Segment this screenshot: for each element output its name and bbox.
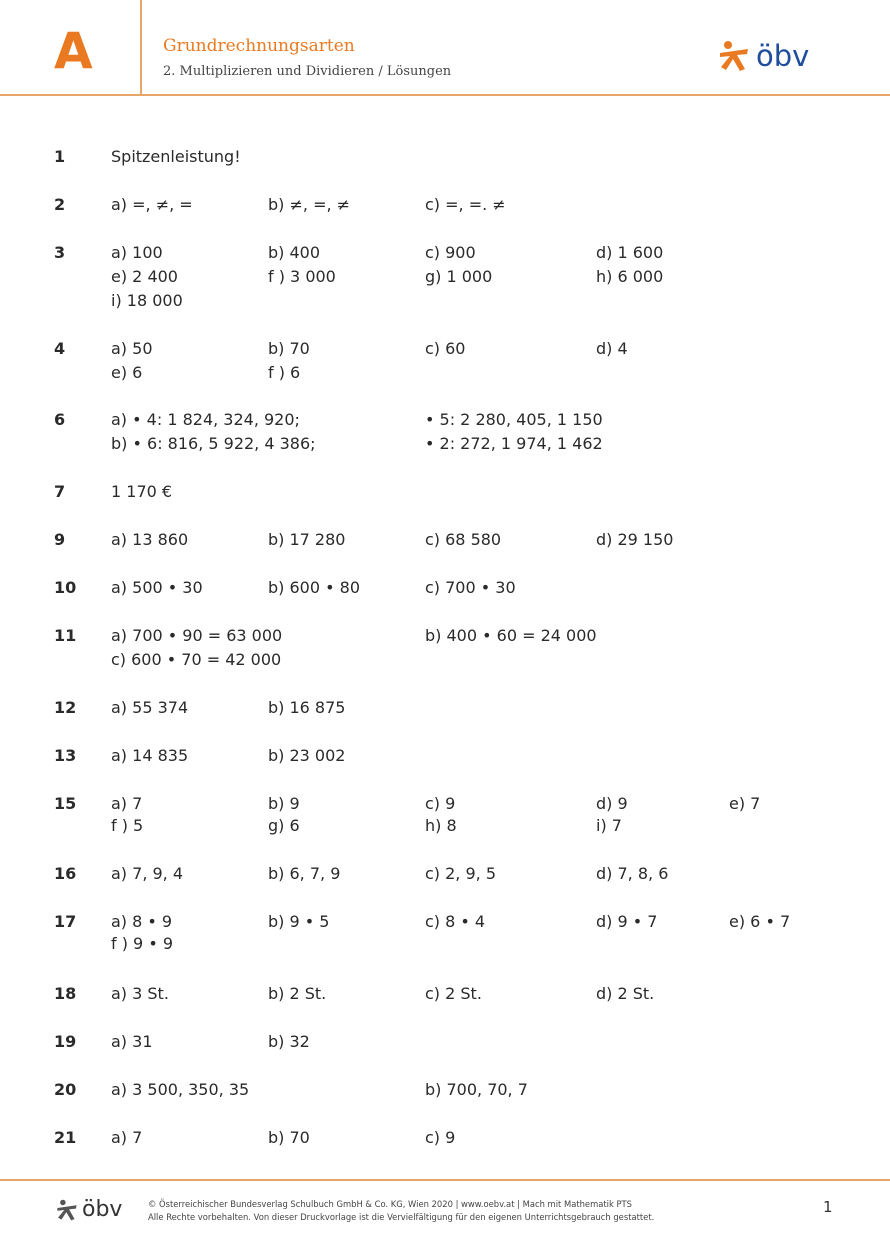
answer-cell: a) 50	[111, 339, 153, 358]
answer-cell: b) 400 • 60 = 24 000	[425, 626, 597, 645]
answer-cell: c) 68 580	[425, 530, 502, 549]
header-rule	[0, 94, 890, 96]
footer-logo	[56, 1199, 122, 1221]
answer-cell: d) 9 • 7	[596, 912, 658, 931]
answer-cell: b) 700, 70, 7	[425, 1080, 528, 1099]
task-number: 2	[54, 195, 66, 214]
answer-cell: a) 700 • 90 = 63 000	[111, 626, 283, 645]
answer-cell: b) 9 • 5	[268, 912, 330, 931]
task-number: 6	[54, 410, 66, 429]
answer-cell: Spitzenleistung!	[111, 147, 241, 166]
task-number: 11	[54, 626, 77, 645]
task-number: 12	[54, 698, 77, 717]
answer-cell: a) 3 500, 350, 35	[111, 1080, 250, 1099]
page-subtitle: 2. Multiplizieren und Dividieren / Lösungen	[163, 64, 452, 79]
answer-cell: a) • 4: 1 824, 324, 920;	[111, 410, 300, 429]
answer-cell: c) 9	[425, 1128, 456, 1147]
answer-cell: d) 1 600	[596, 243, 664, 262]
task-number: 17	[54, 912, 77, 931]
task-number: 9	[54, 530, 66, 549]
answer-cell: a) 13 860	[111, 530, 189, 549]
answer-cell: f ) 9 • 9	[111, 934, 174, 953]
answer-cell: c) 9	[425, 794, 456, 813]
answer-cell: b) • 6: 816, 5 922, 4 386;	[111, 434, 316, 453]
answer-cell: a) 7, 9, 4	[111, 864, 184, 883]
task-number: 20	[54, 1080, 77, 1099]
answer-cell: d) 29 150	[596, 530, 674, 549]
answer-cell: f ) 3 000	[268, 267, 336, 286]
task-number: 1	[54, 147, 66, 166]
page-number: 1	[823, 1198, 833, 1216]
answer-cell: a) 3 St.	[111, 984, 169, 1003]
answer-cell: b) 9	[268, 794, 300, 813]
answer-cell: b) 23 002	[268, 746, 346, 765]
answer-cell: f ) 6	[268, 363, 301, 382]
page-title: Grundrechnungsarten	[163, 36, 355, 56]
answer-cell: c) 60	[425, 339, 466, 358]
task-number: 3	[54, 243, 66, 262]
answer-cell: c) 700 • 30	[425, 578, 516, 597]
answer-cell: a) 7	[111, 794, 143, 813]
answer-cell: a) 8 • 9	[111, 912, 173, 931]
answer-cell: e) 7	[729, 794, 761, 813]
answer-cell: b) 400	[268, 243, 321, 262]
answer-cell: c) 900	[425, 243, 476, 262]
answer-cell: b) 70	[268, 1128, 310, 1147]
task-number: 13	[54, 746, 77, 765]
answer-cell: g) 1 000	[425, 267, 493, 286]
task-number: 19	[54, 1032, 77, 1051]
rights-line: Alle Rechte vorbehalten. Von dieser Druckvorlage ist die Vervielfältigung für den eigenen Unterrichtsgebrauch gestattet.	[148, 1212, 655, 1222]
answer-cell: b) 70	[268, 339, 310, 358]
answer-cell: h) 6 000	[596, 267, 664, 286]
publisher-logo	[718, 40, 809, 72]
answer-cell: b) 16 875	[268, 698, 346, 717]
task-number: 15	[54, 794, 77, 813]
answer-cell: e) 6	[111, 363, 143, 382]
task-number: 7	[54, 482, 66, 501]
answer-cell: a) 31	[111, 1032, 153, 1051]
answer-cell: c) 2, 9, 5	[425, 864, 497, 883]
footer-logo-wordmark: öbv	[82, 1197, 123, 1222]
answer-cell: h) 8	[425, 816, 457, 835]
answer-cell: b) 32	[268, 1032, 310, 1051]
answer-cell: c) 600 • 70 = 42 000	[111, 650, 282, 669]
answer-cell: a) 14 835	[111, 746, 189, 765]
answer-cell: c) 8 • 4	[425, 912, 486, 931]
answer-cell: a) =, ≠, =	[111, 195, 193, 214]
task-number: 10	[54, 578, 77, 597]
answer-cell: e) 6 • 7	[729, 912, 791, 931]
header-divider	[140, 0, 142, 95]
answer-cell: c) 2 St.	[425, 984, 482, 1003]
star-logo-icon	[56, 1199, 78, 1221]
answer-cell: a) 100	[111, 243, 163, 262]
answer-cell: b) 6, 7, 9	[268, 864, 341, 883]
task-number: 21	[54, 1128, 77, 1147]
answer-cell: • 2: 272, 1 974, 1 462	[425, 434, 603, 453]
task-number: 16	[54, 864, 77, 883]
chapter-letter: A	[54, 22, 93, 80]
answer-cell: i) 18 000	[111, 291, 183, 310]
copyright-line: © Österreichischer Bundesverlag Schulbuch GmbH & Co. KG, Wien 2020 | www.oebv.at | Mach mit Mathematik PTS	[148, 1199, 632, 1209]
answer-cell: d) 7, 8, 6	[596, 864, 669, 883]
answer-cell: • 5: 2 280, 405, 1 150	[425, 410, 603, 429]
answer-cell: d) 9	[596, 794, 628, 813]
answer-cell: 1 170 €	[111, 482, 173, 501]
page-header	[0, 0, 890, 95]
answer-cell: i) 7	[596, 816, 622, 835]
footer-rule	[0, 1179, 890, 1181]
answer-cell: a) 7	[111, 1128, 143, 1147]
answer-cell: d) 2 St.	[596, 984, 655, 1003]
answer-cell: a) 500 • 30	[111, 578, 203, 597]
answer-cell: a) 55 374	[111, 698, 189, 717]
answer-cell: d) 4	[596, 339, 628, 358]
answer-cell: g) 6	[268, 816, 300, 835]
answer-cell: e) 2 400	[111, 267, 178, 286]
answer-cell: f ) 5	[111, 816, 144, 835]
answer-cell: b) 600 • 80	[268, 578, 360, 597]
logo-wordmark: öbv	[756, 38, 810, 73]
answer-cell: b) 2 St.	[268, 984, 327, 1003]
task-number: 18	[54, 984, 77, 1003]
answer-cell: b) 17 280	[268, 530, 346, 549]
answer-cell: b) ≠, =, ≠	[268, 195, 351, 214]
task-number: 4	[54, 339, 66, 358]
footer-copyright	[148, 1198, 654, 1224]
star-logo-icon	[718, 40, 750, 72]
answer-cell: c) =, =. ≠	[425, 195, 506, 214]
